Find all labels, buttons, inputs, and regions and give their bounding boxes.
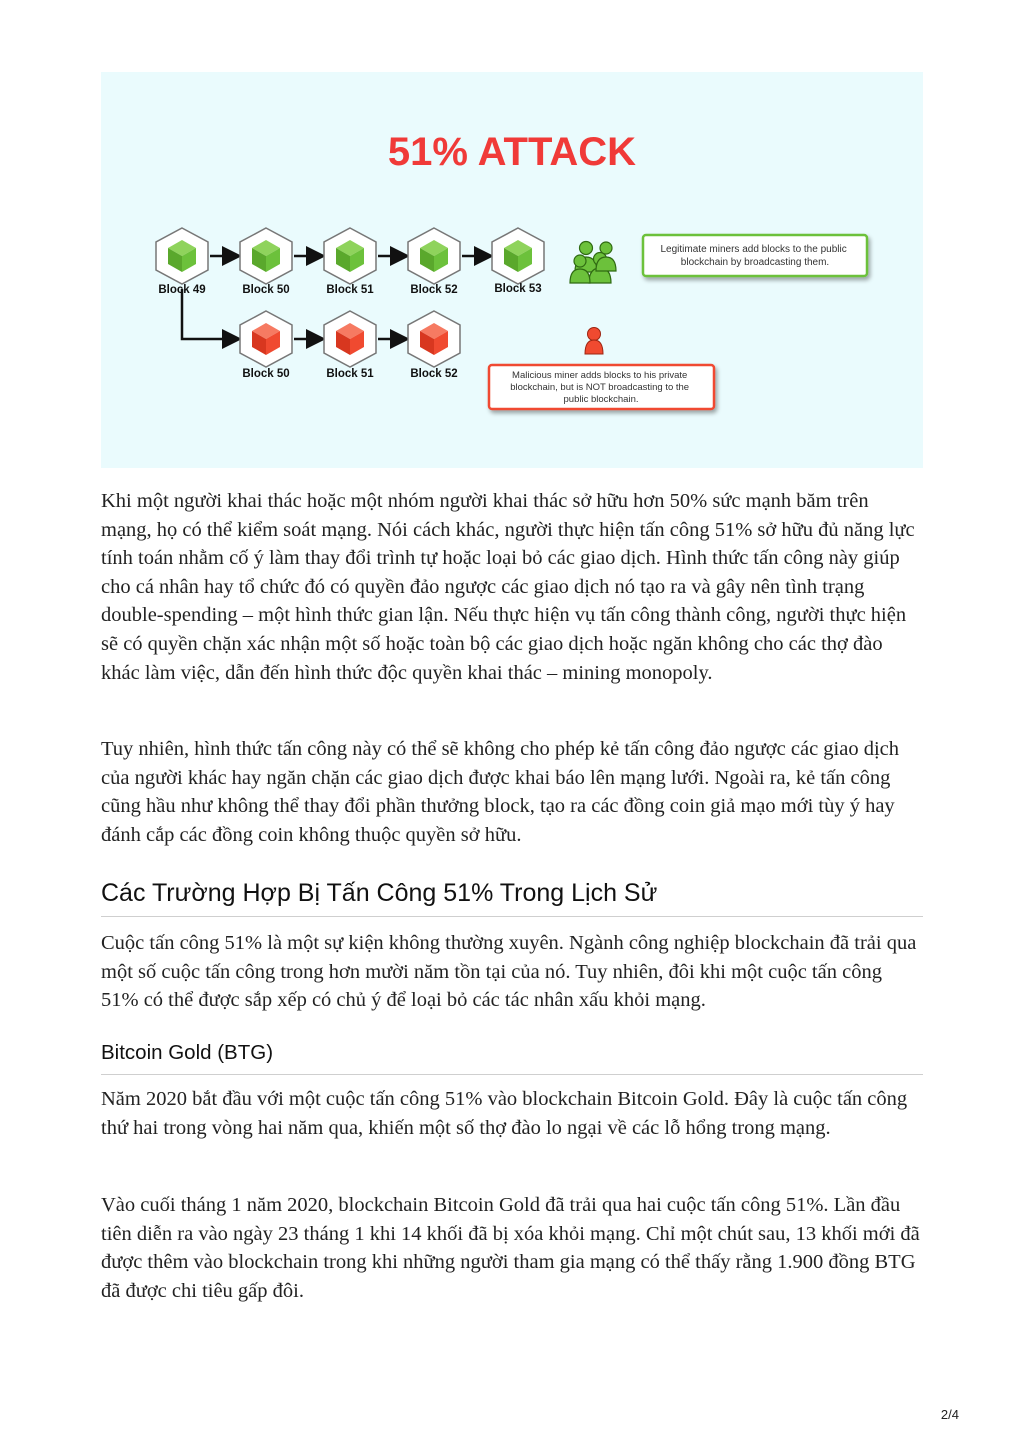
malicious-miner-note — [489, 365, 714, 409]
red-block-icon — [324, 311, 376, 367]
green-block-icon — [324, 228, 376, 284]
legit-miners-note — [643, 235, 867, 276]
attack-diagram — [101, 72, 923, 468]
malicious-note-line: Malicious miner adds blocks to his private — [512, 370, 688, 381]
green-block-icon — [240, 228, 292, 284]
section-heading: Các Trường Hợp Bị Tấn Công 51% Trong Lịch Sử — [101, 879, 923, 917]
paragraph-btg-2020: Năm 2020 bắt đầu với một cuộc tấn công 51% vào blockchain Bitcoin Gold. Đây là cuộc tấn công thứ hai trong vòng hai năm qua, khiến một số thợ đào lo ngại về các lỗ hổng trong mạng. — [101, 1088, 908, 1139]
green-block-icon — [492, 228, 544, 284]
paragraph-history-intro: Cuộc tấn công 51% là một sự kiện không thường xuyên. Ngành công nghiệp blockchain đã trải qua một số cuộc tấn công trong hơn mười năm tồn tại của nó. Tuy nhiên, đôi khi một cuộc tấn công 51% có thể được sắp xếp có chủ ý để loại bỏ các tác nhân xấu khỏi mạng. — [101, 932, 917, 1012]
paragraph-attack-limits: Tuy nhiên, hình thức tấn công này có thể sẽ không cho phép kẻ tấn công đảo ngược các giao dịch của người khác hay ngăn chặn các giao dịch được khai báo lên mạng lưới. Ngoài ra, kẻ tấn công cũng hầu như không thể thay đổi phần thưởng block, tạo ra các đồng coin giả mạo mới tùy ý hay đánh cắp các đồng coin không thuộc quyền sở hữu. — [101, 738, 900, 846]
paragraph-hash-power: Khi một người khai thác hoặc một nhóm người khai thác sở hữu hơn 50% sức mạnh băm trên mạng, họ có thể kiểm soát mạng. Nói cách khác, người thực hiện tấn công 51% sở hữu đủ năng lực tính toán nhằm cố ý làm thay đổi trình tự hoặc loại bỏ các giao dịch. Hình thức tấn công này giúp cho cá nhân hay tổ chức đó có quyền đảo ngược các giao dịch nó tạo ra và gây nên tình trạng double-spending – một hình thức gian lận. Nếu thực hiện vụ tấn công thành công, người thực hiện sẽ có quyền chặn xác nhận một số hoặc toàn bộ các giao dịch hoặc ngăn không cho các thợ đào khác làm việc, dẫn đến hình thức độc quyền khai thác – mining monopoly. — [101, 490, 915, 684]
attack-diagram-svg — [101, 72, 923, 468]
subsection-heading: Bitcoin Gold (BTG) — [101, 1041, 923, 1075]
malicious-note-line: blockchain, but is NOT broadcasting to the — [510, 382, 690, 393]
block-label: Block 51 — [326, 284, 374, 296]
paragraph-btg-attacks: Vào cuối tháng 1 năm 2020, blockchain Bitcoin Gold đã trải qua hai cuộc tấn công 51%. Lần đầu tiên diễn ra vào ngày 23 tháng 1 khi 14 khối đã bị xóa khỏi mạng. Chỉ một chút sau, 13 khối mới đã được thêm vào blockchain trong khi những người tham gia mạng có thể thấy rằng 1.900 đồng BTG đã được chi tiêu gấp đôi. — [101, 1194, 920, 1302]
page-number: 2/4 — [940, 1407, 959, 1422]
green-block-icon — [408, 228, 460, 284]
person-icon — [585, 328, 603, 355]
green-block-icon — [156, 228, 208, 284]
block-label: Block 50 — [242, 284, 290, 296]
bottom-chain — [240, 311, 460, 380]
diagram-title: 51% ATTACK — [387, 130, 637, 174]
block-label: Block 52 — [410, 368, 458, 380]
red-block-icon — [408, 311, 460, 367]
block-label: Block 52 — [410, 284, 458, 296]
top-chain — [156, 228, 544, 296]
group-of-people-icon — [570, 242, 616, 284]
block-label: Block 51 — [326, 368, 374, 380]
block-label: Block 50 — [242, 368, 290, 380]
legit-note-line: Legitimate miners add blocks to the public — [660, 244, 847, 255]
block-label: Block 49 — [158, 284, 206, 296]
malicious-note-line: public blockchain. — [563, 394, 639, 405]
red-block-icon — [240, 311, 292, 367]
legit-note-line: blockchain by broadcasting them. — [680, 257, 830, 268]
block-label: Block 53 — [494, 283, 542, 295]
